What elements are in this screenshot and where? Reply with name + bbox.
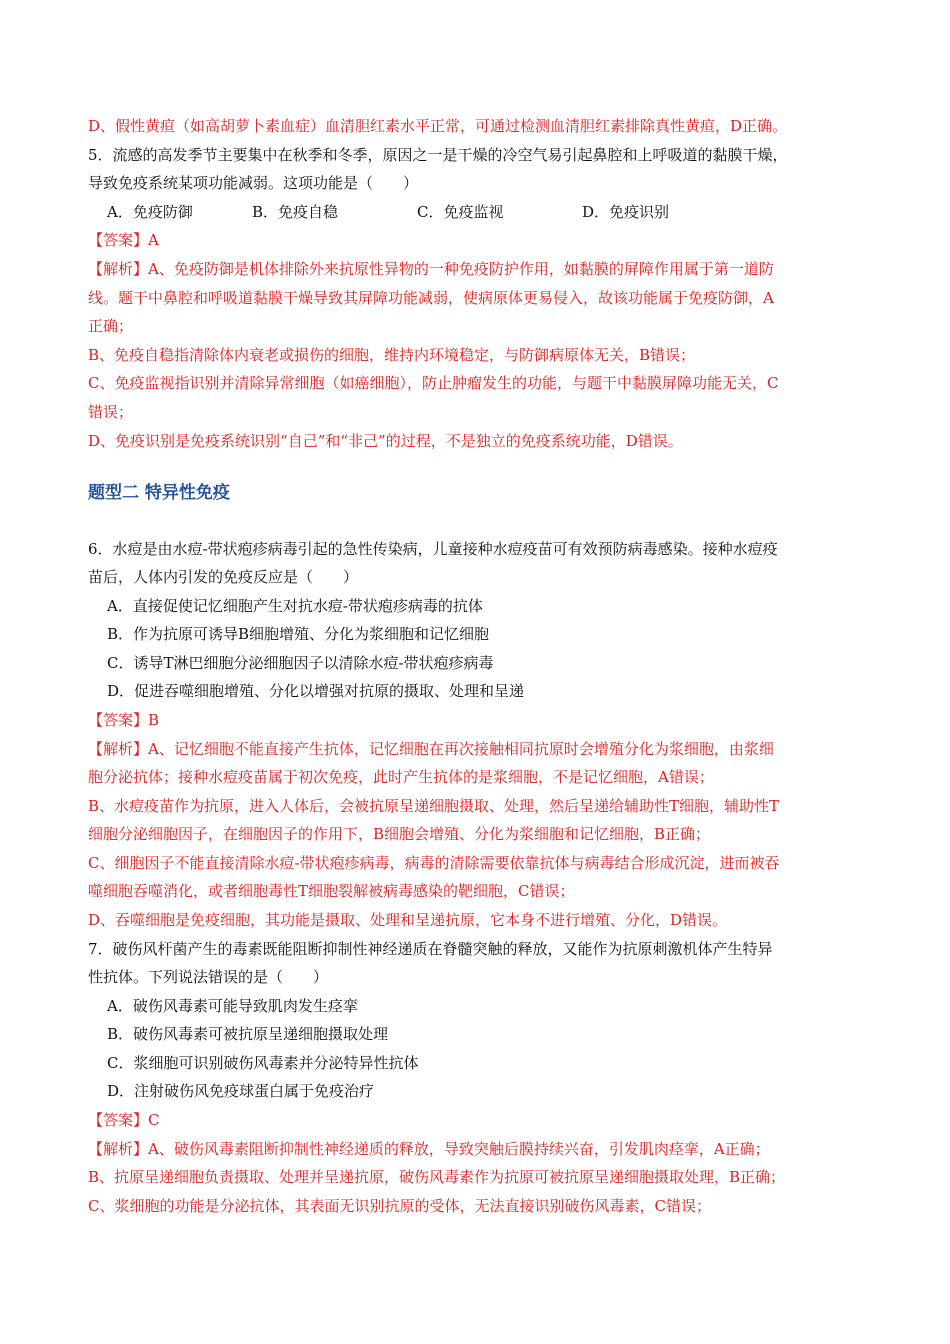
q5-explanation-5: C、免疫监视指识别并清除异常细胞（如癌细胞），防止肿瘤发生的功能，与题干中黏膜屏障功能无关，C xyxy=(88,374,779,392)
q5-explanation-3: 正确； xyxy=(88,317,134,335)
q6-option-d: D．促进吞噬细胞增殖、分化以增强对抗原的摄取、处理和呈递 xyxy=(107,682,525,700)
q7-option-d: D．注射破伤风免疫球蛋白属于免疫治疗 xyxy=(107,1082,375,1100)
q6-explanation-3: B、水痘疫苗作为抗原，进入人体后，会被抗原呈递细胞摄取、处理，然后呈递给辅助性T细胞，辅助性T xyxy=(88,797,780,815)
section-heading: 题型二 特异性免疫 xyxy=(88,483,230,503)
q5-option-a: A．免疫防御 xyxy=(107,203,193,221)
q6-stem-line2: 苗后，人体内引发的免疫反应是（ ） xyxy=(88,568,359,586)
q5-explanation-1: 【解析】A、免疫防御是机体排除外来抗原性异物的一种免疫防护作用，如黏膜的屏障作用属于第一道防 xyxy=(88,260,774,278)
q7-option-c: C．浆细胞可识别破伤风毒素并分泌特异性抗体 xyxy=(107,1054,419,1072)
q5-option-d: D．免疫识别 xyxy=(582,203,670,221)
q5-option-b: B．免疫自稳 xyxy=(252,203,339,221)
q6-explanation-6: 噬细胞吞噬消化，或者细胞毒性T细胞裂解被病毒感染的靶细胞，C错误； xyxy=(88,882,575,900)
q6-explanation-4: 细胞分泌细胞因子，在细胞因子的作用下，B细胞会增殖、分化为浆细胞和记忆细胞，B正确； xyxy=(88,825,711,843)
q5-explanation-4: B、免疫自稳指清除体内衰老或损伤的细胞，维持内环境稳定，与防御病原体无关，B错误； xyxy=(88,346,696,364)
q5-explanation-7: D、免疫识别是免疫系统识别“自己”和“非己”的过程，不是独立的免疫系统功能，D错误。 xyxy=(88,432,683,450)
q6-explanation-5: C、细胞因子不能直接清除水痘-带状疱疹病毒，病毒的清除需要依靠抗体与病毒结合形成沉淀，进而被吞 xyxy=(88,854,780,872)
q5-answer: 【答案】A xyxy=(88,231,159,249)
q7-option-a: A．破伤风毒素可能导致肌肉发生痉挛 xyxy=(107,997,358,1015)
q6-option-c: C．诱导T淋巴细胞分泌细胞因子以清除水痘-带状疱疹病毒 xyxy=(107,654,494,672)
q5-stem-line1: 5．流感的高发季节主要集中在秋季和冬季，原因之一是干燥的冷空气易引起鼻腔和上呼吸道的黏膜干燥， xyxy=(88,146,788,164)
q5-explanation-6: 错误； xyxy=(88,403,134,421)
q7-explanation-1: 【解析】A、破伤风毒素阻断抑制性神经递质的释放，导致突触后膜持续兴奋，引发肌肉痉挛，A正确； xyxy=(88,1140,770,1158)
q7-stem-line2: 性抗体。下列说法错误的是（ ） xyxy=(88,968,329,986)
q5-option-c: C．免疫监视 xyxy=(417,203,504,221)
q6-option-b: B．作为抗原可诱导B细胞增殖、分化为浆细胞和记忆细胞 xyxy=(107,625,490,643)
q7-explanation-2: B、抗原呈递细胞负责摄取、处理并呈递抗原，破伤风毒素作为抗原可被抗原呈递细胞摄取处理，B正确； xyxy=(88,1168,786,1186)
q6-explanation-2: 胞分泌抗体；接种水痘疫苗属于初次免疫，此时产生抗体的是浆细胞，不是记忆细胞，A错误； xyxy=(88,768,714,786)
q7-stem-line1: 7．破伤风杆菌产生的毒素既能阻断抑制性神经递质在脊髓突触的释放，又能作为抗原刺激机体产生特异 xyxy=(88,940,773,958)
q5-explanation-2: 线。题干中鼻腔和呼吸道黏膜干燥导致其屏障功能减弱，使病原体更易侵入，故该功能属于免疫防御，A xyxy=(88,289,774,307)
q7-option-b: B．破伤风毒素可被抗原呈递细胞摄取处理 xyxy=(107,1025,389,1043)
q6-explanation-7: D、吞噬细胞是免疫细胞，其功能是摄取、处理和呈递抗原，它本身不进行增殖、分化，D错误。 xyxy=(88,911,728,929)
q4-explanation-d: D、假性黄疸（如高胡萝卜素血症）血清胆红素水平正常，可通过检测血清胆红素排除真性黄疸，D正确。 xyxy=(88,117,788,135)
q6-stem-line1: 6．水痘是由水痘-带状疱疹病毒引起的急性传染病，儿童接种水痘疫苗可有效预防病毒感染。接种水痘疫 xyxy=(88,540,778,558)
q6-answer: 【答案】B xyxy=(88,711,160,729)
q7-explanation-3: C、浆细胞的功能是分泌抗体，其表面无识别抗原的受体，无法直接识别破伤风毒素，C错误； xyxy=(88,1197,711,1215)
q6-option-a: A．直接促使记忆细胞产生对抗水痘-带状疱疹病毒的抗体 xyxy=(107,597,483,615)
q5-stem-line2: 导致免疫系统某项功能减弱。这项功能是（ ） xyxy=(88,174,419,192)
q7-answer: 【答案】C xyxy=(88,1111,160,1129)
q6-explanation-1: 【解析】A、记忆细胞不能直接产生抗体，记忆细胞在再次接触相同抗原时会增殖分化为浆细胞，由浆细 xyxy=(88,740,774,758)
